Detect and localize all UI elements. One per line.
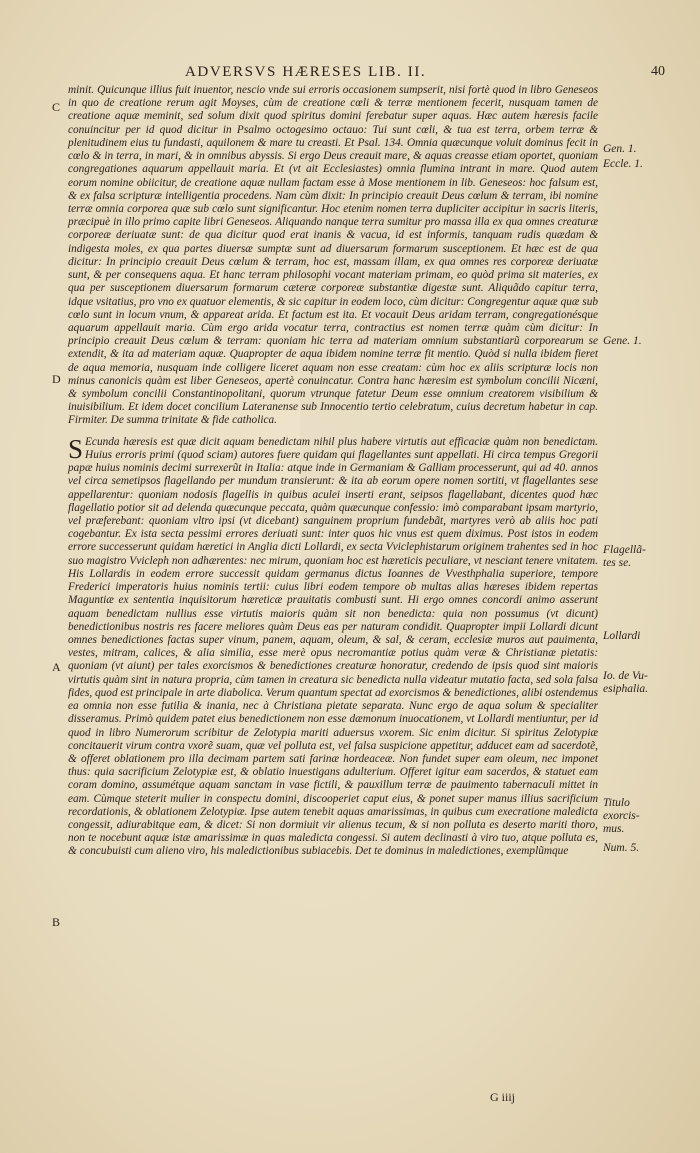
margin-note-westphalia: Io. de Vu-esiphalia. xyxy=(603,670,649,695)
running-title: ADVERSVS HÆRESES LIB. II. xyxy=(185,64,427,80)
paragraph-second-text: Ecunda hæresis est quæ dicit aquam benedictam nihil plus habere virtutis aut efficaciæ quàm non benedictam. Huius erroris primi (quod sciam) autores fuere quidam qui flagellantes sunt appellati. Hi circa tempus Gregorii papæ huius nominis decimi surrexerũt in Italia: atque inde in Germaniam & Galliam processerunt, qui ad 40. annos vel circa semetipsos flagellando per mundum transierunt: & ita ab eorum opere nomen sortiti, vt flagellantes sese appellarentur: quoniam nodosis flagellis in quibus aculei inserti erant, seipsos flagellabant, dicentes quod hæc flagellatio potior sit ad delenda quæcunque peccata, quàm quæcunque confessio: imò comparabant ipsam martyrio, vel præferebant: quoniam vltro ipsi (vt dicebant) sanguinem proprium fundebãt, martyres verò ab aliis hoc pati cogebantur. Ex ista secta pessimi errores deriuati sunt: inter quos hic vnus est quem diximus. Post istos in eodem errore successerunt quidam hæretici in Anglia dicti Lollardi, ex secta Vviclephistarum originem trahentes sed in hoc suo magistro Vvicleph non adhærentes: nec mirum, quoniam hoc est hæreticis peculiare, vt nesciant tenere vnitatem. His Lollardis in eodem errore successit quidam germanus dictus Ioannes de Vvesthphalia superiore, tempore Frederici imperatoris huius nominis tertii: cuius libri eodem tempore ob multas alias hæreses ibidem repertas Maguntiæ ex sententia inquisitorum hæreticæ prauitatis combusti sunt. Hi ergo omnes concordi animo asserunt aquam benedictam nullius esse virtutis maioris quàm sit non benedicta: quia non possumus (vt dicunt) benedictionibus nostris res facere meliores quàm Deus eas per naturam condidit. Quapropter impii Lollardi dicunt omnes benedictiones factas super vinum, panem, aquam, oleum, & sal, & ceram, ecclesiæ muros aut pauimenta, vestes, mitram, calices, & alia similia, esse merè opus necromantiæ potius quàm veræ & Christianæ pietatis: quoniam (vt aiunt) per tales exorcismos & benedictiones creaturæ honoratur, credendo de ipsis quod sint maioris virtutis quàm sint in natura propria, cùm tamen in creatura sic benedicta nulla videatur mutatio facta, sed sola falsa fides, quod est principale in arte diabolica. Verum quantum spectat ad exorcismos & benedictiones, alibi ostendemus ea omnia non esse futilia & inania, nec à Christiana pietate separata. Nunc ergo de aqua solum & specialiter disseramus. Primò quidem patet eius benedictionem non esse dæmonum inuocationem, vt Lollardi mentiuntur, per id quod in libro Numerorum scribitur de Zelotypia mariti aduersus vxorem. Sic enim dicitur. Si spiritus Zelotypiæ concitauerit virum contra vxorẽ suam, quæ vel polluta est, vel falsa suspicione appetitur, adducet eam ad sacerdotẽ, & offeret oblationem pro illa decimam partem sati farinæ hordeaceæ. Non fundet super eam oleum, nec imponet thus: quia sacrificium Zelotypiæ est, & oblatio inuestigans adulterium. Offeret igitur eam sacerdos, & statuet eam coram domino, assumétque aquam sanctam in vase fictili, & pauxillum terræ de pauimento tabernaculi mittet in eam. Cùmque steterit mulier in conspectu domini, discooperiet caput eius, & ponet super manus illius sacrificium recordationis, & oblationem Zelotypiæ. Ipse autem tenebit aquas amarissimas, in quibus cum execratione maledicta congessit, adiurabitque eam, & dicet: Si non dormiuit vir alienus tecum, & si non polluta es deserto mariti thoro, non te nocebunt aquæ istæ amarissimæ in quas maledicta congessi. Si autem declinasti à viro tuo, atque polluta es, & concubuisti cum alieno viro, his maledictionibus subiacebis. Det te dominus in maledictiones, exemplũmque xyxy=(68,435,598,858)
margin-note-flagellantes: Flagellã-tes se. xyxy=(603,544,646,569)
margin-note-gene1: Gene. 1. xyxy=(603,335,642,347)
margin-note-lollardi: Lollardi xyxy=(603,630,641,642)
paragraph-second xyxy=(68,433,598,859)
page-number: 40 xyxy=(651,64,665,79)
margin-letter-c: C xyxy=(52,100,61,114)
drop-initial: S xyxy=(68,433,84,464)
running-head xyxy=(105,64,665,84)
margin-note-eccle1: Eccle. 1. xyxy=(603,158,643,170)
margin-letter-d: D xyxy=(52,372,61,386)
margin-letter-b: B xyxy=(52,915,61,929)
margin-note-gen1: Gen. 1. xyxy=(603,143,637,155)
margin-letter-a: A xyxy=(52,660,61,674)
margin-note-num5: Num. 5. xyxy=(603,842,640,854)
paragraph-first: minit. Quicunque illius fuit inuentor, nescio vnde sui erroris occasionem sumpserit, nisi fortè quod in libro Geneseos in quo de creatione rerum agit Moyses, cùm de creatione cœli & terræ mentionem fecerit, nusquam tamen de creatione aquæ meminit, sed solum dixit quod spiritus domini ferebatur super aquas. Hæc autem hæresis facile conuincitur per id quod dicitur in Psalmo octogesimo octauo: Tui sunt cœli, & tua est terra, orbem terræ & plenitudinem eius tu fundasti, aquilonem & mare tu creasti. Et Psal. 134. Omnia quæcunque voluit dominus fecit in cœlo & in terra, in mari, & in omnibus abyssis. Si ergo Deus creauit mare, & aquas creasse etiam oportet, quoniam congregationes aquarum appellauit maria. Et (vt ait Ecclesiastes) omnia flumina intrant in mare. Quod autem eorum nomine obiicitur, de creatione aquæ nullam factam esse à Mose mentionem in lib. Geneseos: hoc falsum est, & ex falsa scripturæ intelligentia procedens. Nam cùm dixit: In principio creauit Deus cœlum & terram, ibi nomine terræ omnia corporea quæ sub cœlo sunt significantur. Hoc etenim nomen terra dupliciter accipitur in sacris literis, præcipuè in illo primo capite libri Geneseos. Aliquando nanque terra sumitur pro massa illa ex qua omnes creaturæ corporeæ deriuatæ sunt: de qua dicitur quod erat inanis & vacua, id est informis, tanquam rudis quædam & indigesta moles, ex qua partes diuersæ sumptæ sunt ad diuersarum formarum susceptionem. Et hæc est de qua dicitur: In principio creauit Deus cœlum & terram, hoc est, massam illam, ex qua omnes res corporeæ deriuatæ sunt, & per consequens aqua. Et hanc terram philosophi vocant materiam primam, eo quòd prima sit materies, ex qua per susceptionem diuersarum formarum cæteræ corporeæ substantiæ digestæ sunt. Aliquãdo capitur terra, idque vsitatius, pro vno ex quatuor elementis, & sic capitur in eodem loco, cùm dicitur: Congregentur aquæ quæ sub cœlo sunt in locum vnum, & appareat arida. Et factum est ita. Et vocauit Deus aridam terram, congregationésque aquarum appellauit maria. Cùm ergo arida vocatur terra, contractius est nomen terræ quàm cùm dicitur: In principio creauit Deus cœlum & terram: quoniam hic terra ad materiam omnium substantiarũ corporearum se extendit, & ita ad materiam aquæ. Quapropter de aqua ibidem nomine terræ fit mentio. Quòd si nulla ibidem fieret de aqua memoria, nusquam inde colligere liceret aquam non esse creatam: cùm hoc ex aliis scripturæ locis non minus canonicis quàm est liber Geneseos, apertè conuincatur. Contra hanc hæresim est symbolum concilii Nicæni, & symbolum concilii Constantinopolitani, quorum vtrunque fatetur Deum esse omnium creatorem visibilium & inuisibilium. Et idem docet concilium Lateranense sub Innocentio tertio celebratum, cuius decretum habetur in cap. Firmiter. De summa trinitate & fide catholica. xyxy=(68,84,598,427)
body-text xyxy=(68,84,598,859)
signature-mark: G iiij xyxy=(490,1090,516,1104)
margin-note-titulo: Titulo exorcis-mus. xyxy=(603,797,640,835)
